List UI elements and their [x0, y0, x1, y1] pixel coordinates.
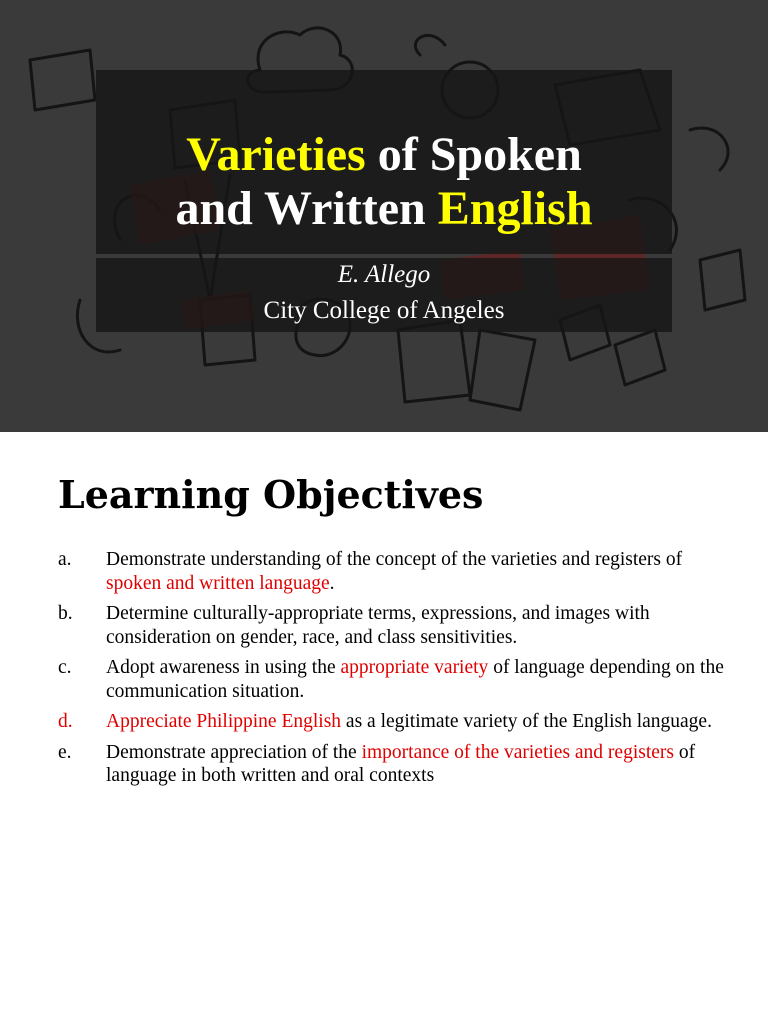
objective-text: . [329, 572, 335, 594]
title-highlight-varieties: Varieties [186, 128, 366, 181]
objective-marker: e. [58, 741, 72, 763]
objective-item [58, 656, 728, 703]
objective-marker: c. [58, 657, 72, 678]
title-text-part: of Spoken [365, 128, 582, 181]
objective-text: Determine culturally-appropriate terms, expressions, and images with consideration on gender, race, and class sensitivities. [106, 603, 650, 648]
title-slide [0, 0, 768, 432]
objective-text: Adopt awareness in using the [106, 657, 341, 678]
objective-item [58, 741, 728, 788]
objectives-list [58, 548, 728, 795]
title-highlight-english: English [437, 182, 593, 235]
objective-marker: b. [58, 603, 73, 624]
objective-text: Demonstrate understanding of the concept of the varieties and registers of [106, 549, 683, 570]
presentation-title [96, 128, 672, 236]
objective-text: of language depending on the communication situation. [106, 657, 724, 702]
objective-text: as a legitimate variety of the English language. [341, 711, 712, 732]
objectives-heading: Learning Objectives [58, 472, 484, 517]
objective-item [58, 710, 728, 734]
institution-name: City College of Angeles [263, 297, 505, 324]
objective-highlight-text: importance of the varieties and registers [361, 741, 674, 763]
objective-highlight-text: spoken and written language [106, 572, 330, 594]
title-text-part: and Written [175, 182, 438, 235]
objective-item [58, 548, 728, 595]
objective-item [58, 602, 728, 649]
author-name: E. Allego [337, 261, 431, 288]
objective-text: Demonstrate appreciation of the [106, 741, 362, 763]
objective-highlight-text: appropriate variety [340, 657, 489, 678]
objective-marker: a. [58, 549, 72, 570]
objective-marker: d. [58, 711, 73, 732]
objectives-slide [0, 432, 768, 1024]
objective-highlight-text: Appreciate Philippine English [106, 711, 342, 732]
objective-text: of language in both written and oral contexts [106, 741, 696, 786]
